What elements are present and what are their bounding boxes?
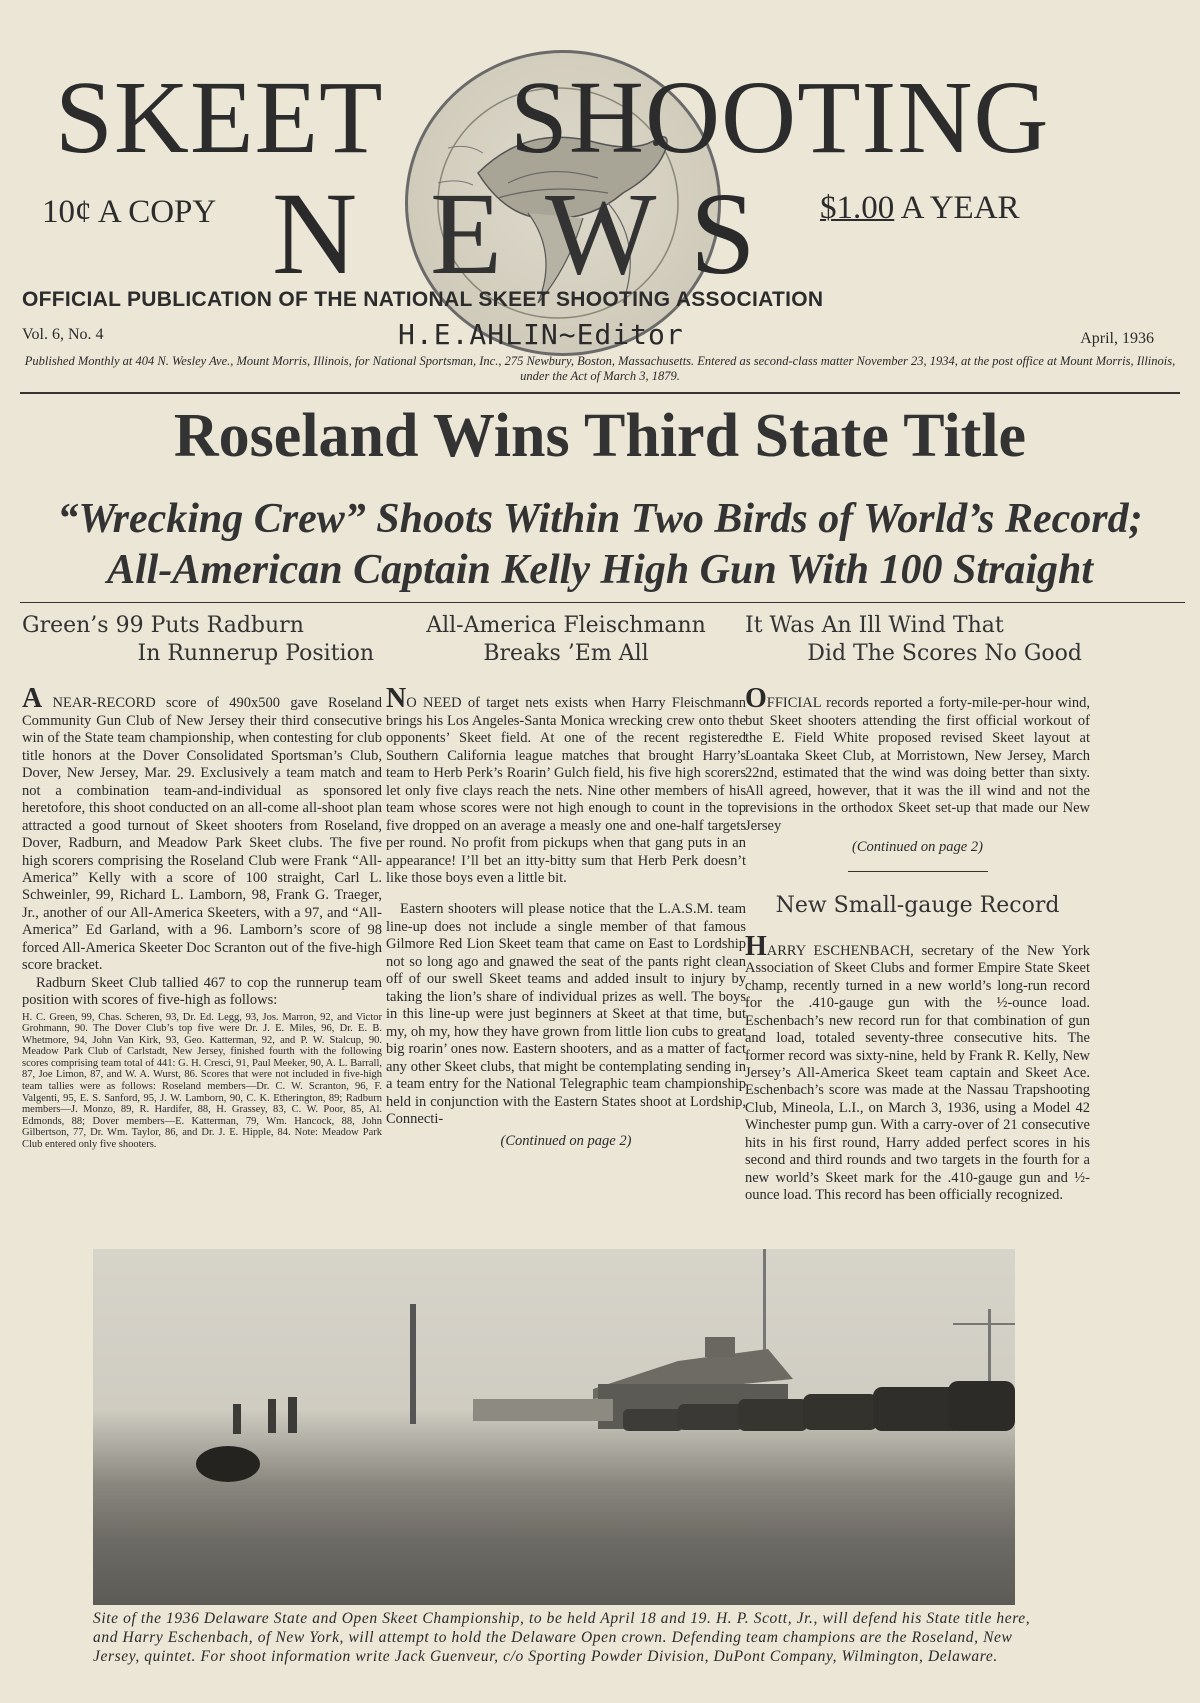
- subheadline: [20, 494, 1180, 596]
- clubhouse-photo: [93, 1249, 1015, 1605]
- headline-divider: [20, 602, 1185, 603]
- article-3-continued-note: (Continued on page 2): [852, 839, 983, 856]
- article-4-paragraph-1: ARRY ESCHENBACH, secretary of the New York Association of Skeet Clubs and former Empire State Skeet champ, recently turned in a new world’s long-run record for the .410-gauge gun with the ½-ounce load. Eschenbach’s new record run for that combination of gun and load, totaled seventy-three consecutive hits. The former record was sixty-nine, held by Frank R. Kelly, New Jersey’s All-America Skeet team captain and Skeet Ace. Eschenbach’s score was made at the Nassau Trapshooting Club, Mineola, L.I., on March 3, 1936, using a Model 42 Winchester pump gun. With a carry-over of 21 consecutive hits in his first round, Harry added perfect scores in his second and third rounds and two targets in the fourth for a new world’s Skeet mark for the .410-gauge gun and ½-ounce load. This record has been officially recognized.: [745, 942, 1090, 1204]
- article-2-heading-line-2: Breaks ’Em All: [483, 641, 649, 667]
- article-3-heading-line-2: Did The Scores No Good: [807, 641, 1082, 667]
- article-2-heading: [386, 612, 746, 668]
- article-column-1: [22, 612, 382, 1150]
- news-letter-n: N: [272, 168, 358, 299]
- article-1-heading-line-2: In Runnerup Position: [137, 641, 374, 667]
- price-per-year: [820, 192, 1020, 225]
- article-column-3: [745, 612, 1090, 1205]
- article-1-dropcap: A: [22, 683, 43, 715]
- price-per-year-unit: A YEAR: [894, 190, 1020, 226]
- article-column-2: [386, 612, 746, 1150]
- article-1-heading: [22, 612, 382, 668]
- article-4-heading: New Small-gauge Record: [775, 892, 1060, 918]
- article-1-paragraph-2: Radburn Skeet Club tallied 467 to cop the runnerup team position with scores of five-high as follows:: [22, 974, 382, 1009]
- news-letter-w: W: [545, 168, 657, 299]
- article-4-dropcap: H: [745, 930, 767, 962]
- article-3-body: [745, 683, 1090, 1204]
- issue-date: April, 1936: [1080, 330, 1154, 347]
- official-publication-line: OFFICIAL PUBLICATION OF THE NATIONAL SKEET SHOOTING ASSOCIATION: [22, 288, 824, 311]
- article-2-paragraph-1: O NEED of target nets exists when Harry Fleischmann brings his Los Angeles-Santa Monica wrecking crew onto the opponents’ Skeet field. At one of the recent registered Southern California league matches that brought Harry’s team to Herb Perk’s Roarin’ Gulch field, his five high scorers let only five clays reach the nets. Nine other members of his team whose scores were not high enough to count in the top five dropped on an average a measly one and one-half targets per round. No profit from pickups when that gang puts in an appearance! I’ll bet an itty-bitty sum that Herb Perk doesn’t like those boys even a little bit.: [386, 695, 746, 886]
- publication-note: Published Monthly at 404 N. Wesley Ave., Mount Morris, Illinois, for National Sportsman, Inc., 275 Newbury, Boston, Massachusetts. Entered as second-class matter November 23, 1934, at the post office at Mount Morris, Illinois, under the Act of March 3, 1879.: [24, 354, 1176, 383]
- price-per-copy: 10¢ A COPY: [42, 194, 217, 230]
- news-letter-e: E: [430, 168, 503, 299]
- article-1-body: [22, 683, 382, 1150]
- news-letter-s: S: [690, 168, 756, 299]
- article-3-heading-line-1: It Was An Ill Wind That: [745, 613, 1004, 638]
- article-3-dropcap: O: [745, 683, 767, 715]
- subheadline-line-1: “Wrecking Crew” Shoots Within Two Birds of World’s Record;: [57, 496, 1143, 542]
- article-3-heading: [745, 612, 1090, 668]
- article-3-paragraph-1: FFICIAL records reported a forty-mile-per-hour wind, but Skeet shooters attending the first official workout of the E. Field White proposed revised Skeet layout at Loantaka Skeet Club, at Morristown, New Jersey, March 22nd, estimated that the wind was doing better than sixty. All agreed, however, that it was the ill wind and not the revisions in the orthodox Skeet set-up that made our New Jersey: [745, 695, 1090, 834]
- article-2-body: [386, 683, 746, 1150]
- article-1-score-list: H. C. Green, 99, Chas. Scheren, 93, Dr. Ed. Legg, 93, Jos. Marron, 92, and Victor Grohmann, 90. The Dover Club’s top five were Dr. J. E. Miles, 96, Dr. E. B. Whetmore, 94, John Van Kirk, 93, Geo. Katterman, 92, and P. W. Stalcup, 90. Meadow Park Club of Carlstadt, New Jersey, finished fourth with the following scores comprising team total of 441: G. H. Cresci, 91, Paul Meeker, 90, A. L. Barrall, 87, Joe Limon, 87, and W. A. Wurst, 86. Scores that were not included in five-high team tallies were as follows: Roseland members—Dr. C. W. Scranton, 96, F. Valgenti, 95, E. S. Sanford, 95, J. W. Lamborn, 90, C. K. Etherington, 89; Radburn members—J. Monzo, 89, R. Hardifer, 88, H. Grassey, 83, C. W. Poor, 85, Al. Edmonds, 88; Dover members—E. Katterman, 79, Wm. Hancock, 88, John Gilbertson, 77, Dr. Wm. Taylor, 86, and Dr. J. E. Hipple, 84. Note: Meadow Park Club entered only five shooters.: [22, 1011, 382, 1150]
- photo-caption: Site of the 1936 Delaware State and Open Skeet Championship, to be held April 18 and 19. H. P. Scott, Jr., will defend his State title here, and Harry Eschenbach, of New York, will attempt to hold the Delaware Open crown. Defending team champions are the Roseland, New Jersey, quintet. For shoot information write Jack Guenveur, c/o Sporting Powder Division, DuPont Company, Wilmington, Delaware.: [93, 1610, 1031, 1665]
- article-2-paragraph-2: Eastern shooters will please notice that the L.A.S.M. team line-up does not include a single member of that famous Gilmore Red Lion Skeet team that came on East to Lordship not so long ago and gnawed the seat of the pants right clean off of our swell Skeet teams and added insult to injury by taking the lion’s share of individual prizes as well. The boys in this line-up were just beginners at Skeet at that time, but my, oh my, how they have grown from little lion cubs to great big roarin’ ones now. Eastern shooters, and as a matter of fact any other Skeet clubs, that might be contemplating sending in a team entry for the National Telegraphic team championship held in conjunction with the Eastern States shoot at Lordship, Connecti-: [386, 901, 746, 1128]
- editor-credit: H.E.AHLIN~Editor: [398, 318, 684, 351]
- article-separator: [848, 871, 988, 872]
- article-1-heading-line-1: Green’s 99 Puts Radburn: [22, 613, 304, 638]
- article-1-paragraph-1: NEAR-RECORD score of 490x500 gave Roseland Community Gun Club of New Jersey their third consecutive win of the State team championship, when contesting for club title honors at the Dover Consolidated Sportsman’s Club, Dover, New Jersey, Mar. 29. Exclusively a team match and not a combination team-and-individual as sponsored heretofore, this shoot conducted on an all-come all-shoot plan attracted a good turnout of Skeet shooters from Roseland, Dover, Radburn, and Meadow Park Skeet clubs. The five high scorers comprising the Roseland Club were Frank “All-America” Kelly with a score of 100 straight, Carl L. Schweinler, 99, Richard L. Lamborn, 98, Frank G. Traeger, Jr., another of our All-America Skeeters, with a 97, and “All-America” Ed Garland, with a 96. Lamborn’s score of 98 forced All-America Skeeter Doc Scranton out of the five-high score bracket.: [22, 695, 382, 974]
- main-headline: Roseland Wins Third State Title: [173, 402, 1027, 470]
- price-per-year-amount: $1.00: [820, 190, 895, 226]
- article-2-continued-note: (Continued on page 2): [500, 1132, 632, 1149]
- subheadline-line-2: All-American Captain Kelly High Gun With 100 Straight: [106, 547, 1094, 594]
- article-2-heading-line-1: All-America Fleischmann: [426, 613, 706, 638]
- masthead-title-left: SKEET: [55, 60, 384, 175]
- volume-number: Vol. 6, No. 4: [22, 326, 104, 343]
- masthead-title-right: SHOOTING: [510, 60, 1050, 175]
- masthead: [0, 0, 1200, 385]
- article-2-dropcap: N: [386, 683, 407, 715]
- masthead-divider: [20, 392, 1180, 394]
- photo-scene: [93, 1249, 1015, 1605]
